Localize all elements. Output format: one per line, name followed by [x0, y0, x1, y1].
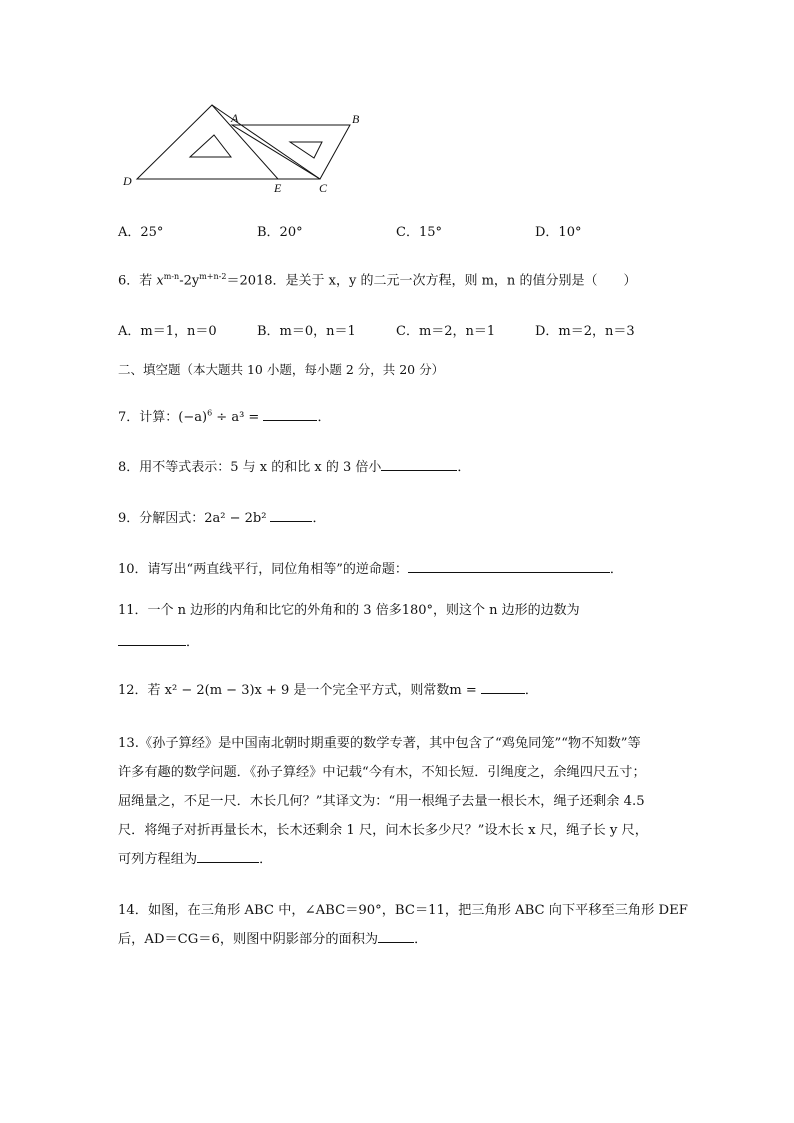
option-a: A．25°: [118, 225, 164, 240]
question-8: 8．用不等式表示：5 与 x 的和比 x 的 3 倍小 ．: [118, 460, 471, 475]
right-triangle-inner: [290, 142, 322, 158]
option-d: D．10°: [535, 225, 582, 240]
question-14: 14．如图，在三角形 ABC 中，∠ABC＝90°，BC＝11，把三角形 ABC 向下平移至三角形 DEF 后，AD＝CG＝6，则图中阴影部分的面积为 ．: [118, 903, 688, 947]
question-9: 9．分解因式：2a² − 2b² ．: [118, 511, 326, 526]
q6-option-a: A．m＝1，n＝0: [118, 324, 217, 339]
answer-blank[interactable]: [381, 458, 457, 471]
q6-option-d: D．m＝2，n＝3: [535, 324, 635, 339]
label-C: C: [319, 181, 328, 195]
question-12: 12．若 x² − 2(m − 3)x + 9 是一个完全平方式，则常数m = ．: [118, 683, 538, 698]
option-c: C．15°: [396, 225, 442, 240]
answer-blank[interactable]: [481, 681, 525, 694]
large-triangle: [137, 105, 278, 179]
section-title: 二、填空题（本大题共 10 小题，每小题 2 分，共 20 分）: [118, 362, 445, 377]
label-E: E: [274, 181, 282, 195]
answer-blank[interactable]: [378, 930, 414, 943]
answer-blank[interactable]: [118, 633, 186, 646]
question-11: 11．一个 n 边形的内角和比它的外角和的 3 倍多180°，则这个 n 边形的边数为: [118, 603, 580, 618]
answer-blank[interactable]: [408, 560, 610, 573]
question-11-answer: ．: [118, 633, 199, 651]
label-D: D: [123, 174, 132, 188]
option-b: B．20°: [257, 225, 303, 240]
answer-blank[interactable]: [197, 850, 259, 863]
geometry-figure: [115, 95, 375, 200]
large-triangle-inner: [190, 135, 231, 157]
q6-option-c: C．m＝2，n＝1: [396, 324, 496, 339]
label-A: A: [231, 111, 239, 125]
right-triangle: [232, 125, 350, 179]
q5-options: [118, 221, 581, 240]
question-10: 10．请写出“两直线平行，同位角相等”的逆命题： ．: [118, 562, 623, 577]
q6-option-b: B．m＝0，n＝1: [257, 324, 356, 339]
label-B: B: [352, 112, 360, 126]
question-13: 13.《孙子算经》是中国南北朝时期重要的数学专著，其中包含了“鸡兔同笼”“物不知数”等 许多有趣的数学问题．《孙子算经》中记载“今有木，不知长短．引绳度之，余绳四尺五寸； 屈绳量之，不足一尺．木长几何？”其译文为：“用一根绳子去量一根长木，绳子还剩余 4.5 尺．将绳子对折再量长木，长木还剩余 1 尺，问木长多少尺？”设木长 x 尺，绳子长 y 尺， 可列方程组为 ．: [118, 736, 648, 867]
q6-options: [118, 320, 635, 339]
question-7: 7．计算：$(-a)^6 \div a^3$ = ．: [118, 408, 331, 425]
answer-blank[interactable]: [270, 509, 312, 522]
question-6: 6．若 $x^{m-n}-2y^{m+n-2}=2018$．是关于 x，y 的二元一次方程，则 m，n 的值分别是（ ）: [118, 272, 637, 289]
answer-blank[interactable]: [263, 408, 317, 421]
